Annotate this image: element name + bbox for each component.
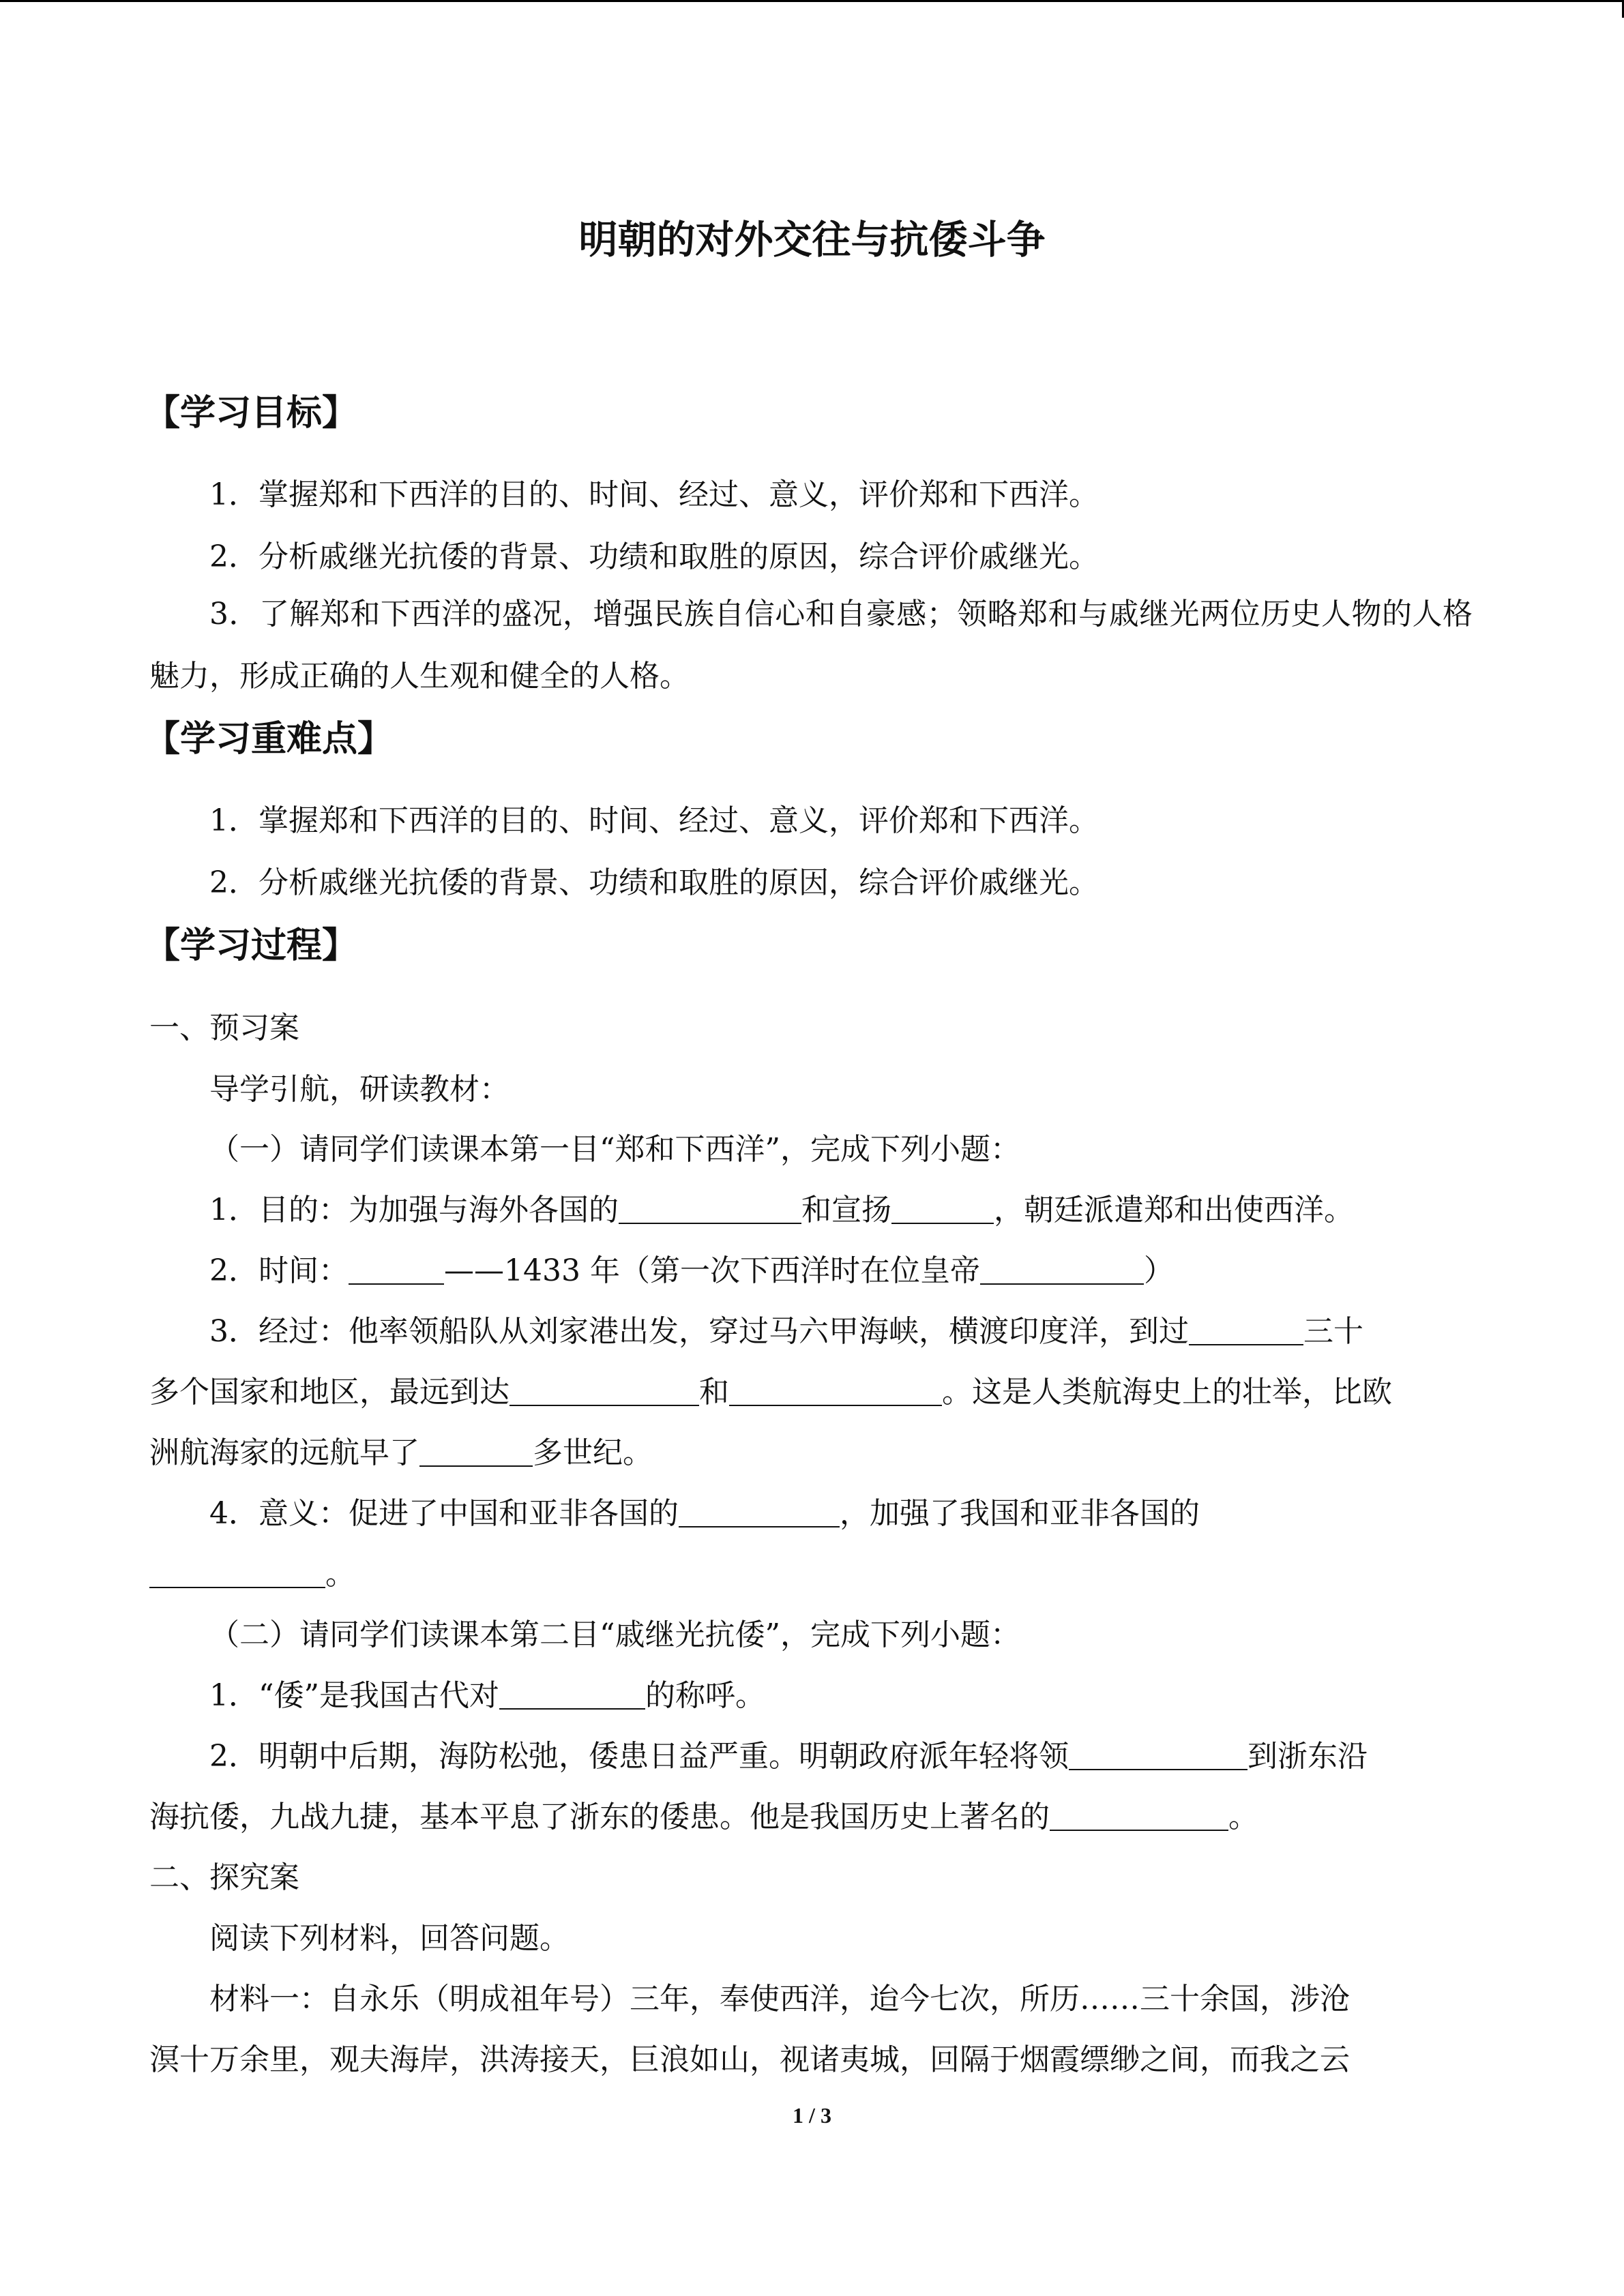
question-significance-line1: 4．意义：促进了中国和亚非各国的 ，加强了我国和亚非各国的 <box>209 1496 1200 1531</box>
answer-blank[interactable] <box>349 1255 444 1285</box>
question-time: 2．时间： ——1433 年（第一次下西洋时在位皇帝 ） <box>209 1253 1174 1288</box>
question-qi-line2: 海抗倭，九战九捷，基本平息了浙东的倭患。他是我国历史上著名的 。 <box>149 1800 1258 1834</box>
material1-line2: 溟十万余里，观夫海岸，洪涛接天，巨浪如山，视诸夷城，回隔于烟霞缥缈之间，而我之云 <box>149 2042 1350 2077</box>
answer-blank[interactable] <box>891 1194 994 1224</box>
answer-blank[interactable] <box>980 1255 1144 1285</box>
page-number: 1 / 3 <box>793 2103 831 2128</box>
answer-blank[interactable] <box>499 1680 645 1710</box>
objective-item: 3．了解郑和下西洋的盛况，增强民族自信心和自豪感；领略郑和与戚继光两位历史人物的人格魅力，形成正确的人生观和健全的人格。 <box>149 597 1473 694</box>
keypoint-item: 2．分析戚继光抗倭的背景、功绩和取胜的原因，综合评价戚继光。 <box>209 865 1099 900</box>
answer-blank[interactable] <box>619 1194 801 1224</box>
question-significance-line2: 。 <box>149 1554 355 1595</box>
section1-title: （一）请同学们读课本第一目“郑和下西洋”，完成下列小题： <box>209 1132 1020 1167</box>
read-instruction: 阅读下列材料，回答问题。 <box>209 1921 570 1956</box>
top-border <box>0 0 1624 2</box>
answer-blank[interactable] <box>149 1558 325 1588</box>
part1-label: 一、预习案 <box>149 1011 299 1045</box>
answer-blank[interactable] <box>419 1437 533 1467</box>
question-qi-line1: 2．明朝中后期，海防松弛，倭患日益严重。明朝政府派年轻将领 到浙东沿 <box>209 1739 1368 1774</box>
keypoints-heading: 【学习重难点】 <box>145 719 394 760</box>
objectives-heading: 【学习目标】 <box>145 393 358 434</box>
question-wo: 1．“倭”是我国古代对 的称呼。 <box>209 1678 765 1713</box>
keypoint-item: 1．掌握郑和下西洋的目的、时间、经过、意义，评价郑和下西洋。 <box>209 803 1099 838</box>
page-title: 明朝的对外交往与抗倭斗争 <box>578 218 1046 263</box>
question-course-line2: 多个国家和地区，最远到达 和 。这是人类航海史上的壮举，比欧 <box>149 1375 1392 1410</box>
section2-title: （二）请同学们读课本第二目“戚继光抗倭”，完成下列小题： <box>209 1617 1020 1652</box>
answer-blank[interactable] <box>1069 1740 1247 1770</box>
answer-blank[interactable] <box>1050 1801 1228 1831</box>
material1-line1: 材料一：自永乐（明成祖年号）三年，奉使西洋，迨今七次，所历……三十余国，涉沧 <box>209 1982 1350 2016</box>
question-purpose: 1．目的：为加强与海外各国的 和宣扬 ，朝廷派遣郑和出使西洋。 <box>209 1193 1354 1227</box>
answer-blank[interactable] <box>1189 1315 1303 1345</box>
question-course-line1: 3．经过：他率领船队从刘家港出发，穿过马六甲海峡，横渡印度洋，到过 三十 <box>209 1314 1363 1349</box>
guide-text: 导学引航，研读教材： <box>209 1072 510 1107</box>
answer-blank[interactable] <box>679 1497 840 1527</box>
process-heading: 【学习过程】 <box>145 925 358 966</box>
question-course-line3: 洲航海家的远航早了 多世纪。 <box>149 1435 653 1470</box>
answer-blank[interactable] <box>729 1376 942 1406</box>
objective-item: 2．分析戚继光抗倭的背景、功绩和取胜的原因，综合评价戚继光。 <box>209 539 1099 574</box>
objective-item: 1．掌握郑和下西洋的目的、时间、经过、意义，评价郑和下西洋。 <box>209 477 1099 512</box>
answer-blank[interactable] <box>510 1376 699 1406</box>
part2-label: 二、探究案 <box>149 1860 299 1895</box>
